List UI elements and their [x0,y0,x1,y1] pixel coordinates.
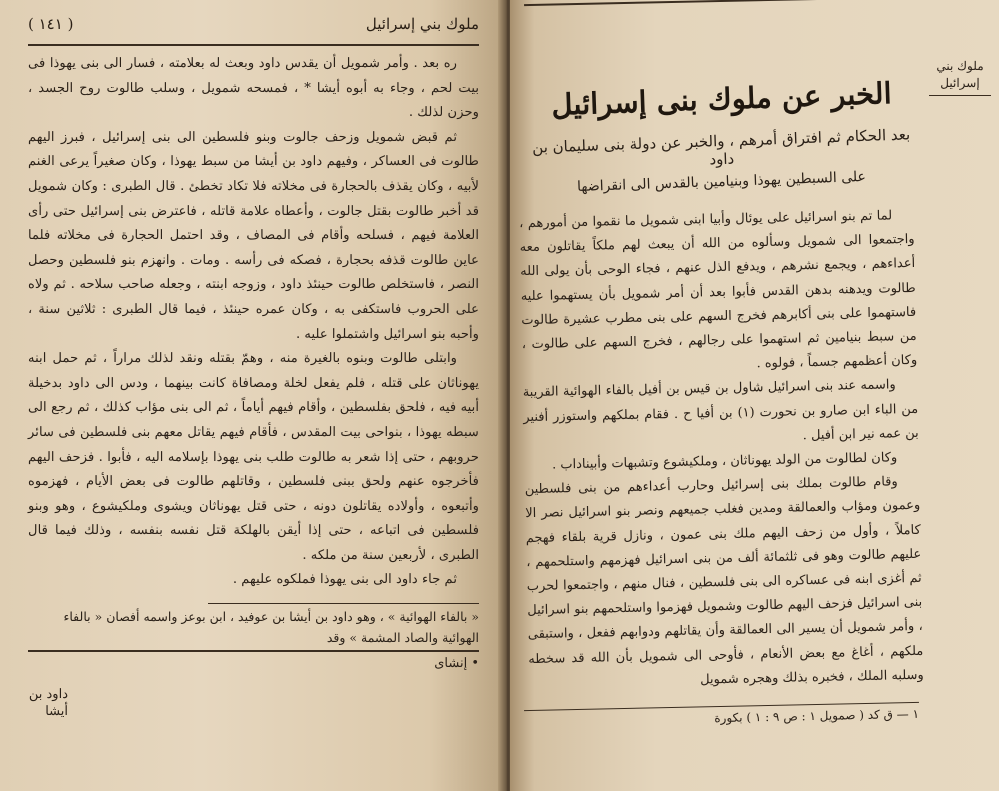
right-body-text [519,204,924,696]
chapter-title: الخبر عن ملوك بنى إسرائيل [550,76,893,122]
right-margin-note: ملوك بني إسرائيل [929,58,991,96]
paragraph: ره بعد . وأمر شمويل أن يقدس داود وبعث له بعلامته ، فسار الى بنى يهوذا فى بيت لحم ، وجاء به أبوه أيشا * ، فمسحه شمويل ، وسلب طالوت روح الجسد ، وحزن لذلك . [28,56,479,121]
paragraph: ثم جاء داود الى بنى يهوذا فملكوه عليهم . [232,572,457,588]
running-title: ملوك بني إسرائيل [365,15,479,33]
paragraph: وابتلى طالوت وبنوه بالغيرة منه ، وهمّ بقتله ونقد لذلك مراراً ، ثم حمل ابنه يهوناثان على قتله ، فلم يفعل لخلة ومصافاة كانت بينهما ، ودس الى داود بدخيلة أبيه فيه ، فلحق بفلسطين ، وأقام فيهم أياماً ، ثم الى بنى مؤاب كذلك ، ثم رجع الى سبطه يهوذا ، بنواحى بيت المقدس ، فأقام فيهم يقاتل معهم بنى فلسطين فى سائر حروبهم ، حتى إذا شعر به طالوت طلب بنى يهوذا بإسلامه اليه ، فأبوا . فزحف اليهم فأخرجوه عنهم ولحق ببنى فلسطين ، وقاتلهم طالوت فى بعض الأيام ، فهزموه وأتبعوه ، وأولاده يقاتلون دونه ، حتى قتل يهوناثان ويشوى وملكيشوع ، وهو وبنو فلسطين فى اتباعه ، حتى إذا أيقن بالهلكة قتل نفسه بنفسه ، وذلك فيما قال الطبرى ، لأربعين سنة من ملكه . [28,351,479,563]
right-main-column [519,0,924,726]
paragraph: وكان لطالوت من الولد يهوناثان ، وملكيشوع وتشبهات وأبيناداب . [551,450,898,473]
left-margin-note: داود بن أيشا [28,687,68,719]
left-body-text [28,52,479,593]
footnote: ١ — ق كد ( صمويل ١ : ص ٩ : ١ ) بكورة [714,706,920,726]
left-page-header [28,10,479,38]
paragraph: ثم قبض شمويل وزحف جالوت وبنو فلسطين الى بنى إسرائيل ، فبرز اليهم طالوت فى العساكر ، وفيهم داود بن أيشا من سبط يهوذا ، وكان صغيراً يرعى الغنم لأبيه ، وكان يقذف بالحجارة فى مخلاته فلا تكاد تخطئ . قال الطبرى : وكان شمويل قد أخبر طالوت بقتل جالوت ، وأعطاه علامة قاتله ، فاعترض بنى إسرائيل حتى رأى العلامة فيهم ، فسلحه وأقام فى المصاف ، وقد احتمل الحجارة فى مخلاته فلما عاين طالوت قذفه بحجارة ، فصكه فى رأسه . ومات . وانهزم بنو فلسطين وحصل النصر ، فاستخلص طالوت حينئذ داود ، وزوجه ابنته ، وجعله صاحب سلاحه . ثم ولاه على الحروب فاستكفى به ، وكان عمره حينئذ ، فيما قال الطبرى : ثلاثين سنة ، وأحبه بنو اسرائيل واشتملوا عليه . [28,129,479,342]
page-number: ( ١٤١ ) [28,15,74,33]
bottom-rule [28,650,479,652]
footnote-rule [208,603,479,604]
page-signature: • إنشاى [434,656,479,672]
chapter-subtitle-line2: على السبطين يهوذا وبنيامين بالقدس الى انقراضها [576,168,867,196]
chapter-subtitle: بعد الحكام ثم افتراق أمرهم ، والخبر عن دولة بنى سليمان بن داود [531,125,911,169]
paragraph: واسمه عند بنى اسرائيل شاول بن قيس بن أفيل بالفاء الهوائية القريبة من الباء ابن صارو بن نحورت (١) بن أفيا ح . فقام بملكهم واستوزر أفنير بن عمه نير ابن أفيل . [522,377,919,444]
right-page [510,0,999,791]
footnote: « بالفاء الهوائية » ، وهو داود بن أيشا بن عوفيد ، ابن بوعز واسمه أفصان « بالفاء الهوائية والصاد المشمة » وقد [63,609,479,646]
paragraph: وقام طالوت بملك بنى إسرائيل وحارب أعداءهم من بنى فلسطين وعمون ومؤاب والعمالقة ومدين فغلب جميعهم ونصر بنو اسرائيل نصر الا كاملاً ، وأول من زحف اليهم ملك بنى عمون ، ونازل قرية بلقاء فهجم عليهم طالوت وهو فى ثلثمائة ألف من بنى اسرائيل فهزمهم واستلحمهم ، ثم أغزى ابنه فى عساكره الى بنى فلسطين ، فنال منهم ، واجتمعوا لحرب بنى اسرائيل فزحف اليهم طالوت وشمويل فهزموا واستلحمهم بنو اسرائيل ، وأمر شمويل أن يسير الى العمالقة وأن يقاتلهم ودوابهم ففعل ، واستبقى ملكهم ، أغاغ مع بعض الأنعام ، فأوحى الى شمويل بأن الله قد سخطه وسلبه الملك ، فخبره بذلك وهجره شمويل [524,474,924,688]
header-rule [28,44,479,46]
paragraph: لما تم بنو اسرائيل على يوئال وأبيا ابنى شمويل ما نقموا من أمورهم ، واجتمعوا الى شمويل وسألوه من الله أن يبعث لهم ملكاً يقاتلون معه أعداءهم ، ويجمع نشرهم ، ويدفع الذل عنهم ، فجاء الوحى بأن يولى الله طالوت ويدهنه بدهن القدس فأبوا بعد أن أمر شمويل بأن يستهموا عليه فاستهموا على بنى أكابرهم فخرج السهم على بنى مطرب عشيرة طالوت من سبط بنيامين ثم استهموا على رجالهم ، فخرج السهم على طالوت ، وكان أعظمهم جسماً ، فولوه . [519,208,918,372]
